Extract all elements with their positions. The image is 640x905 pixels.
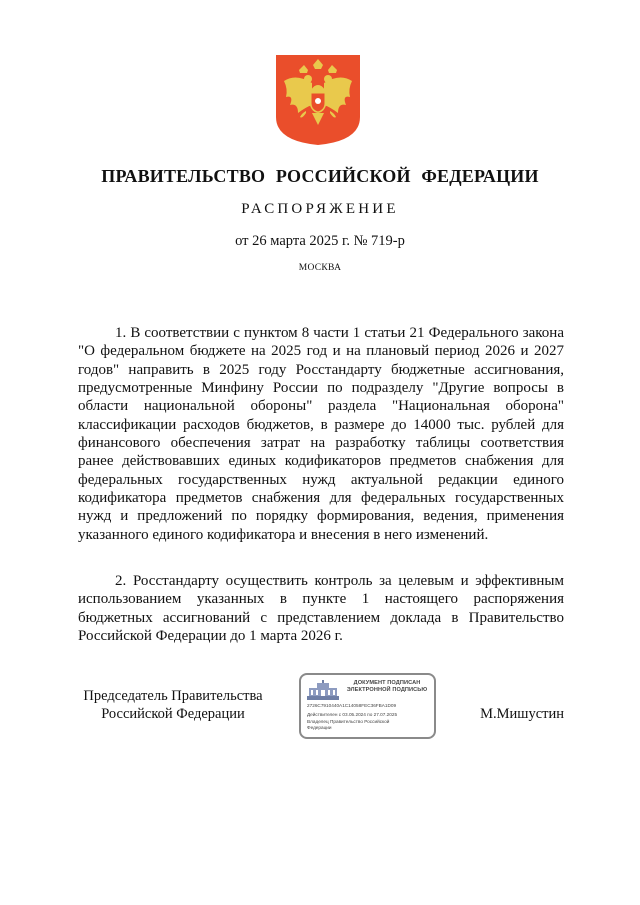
paragraph-1-text: 1. В соответствии с пунктом 8 части 1 статьи 21 Федерального закона "О федеральном бюджете на 2025 год и на плановый период 2026 и 2027 годов" направить в 2025 году Росстандарту бюджетные ассигнования, предусмотренные Минфину России по подразделу "Другие вопросы в области национальной обороны" раздела "Национальная оборона" классификации расходов бюджетов, в размере до 14000 тыс. рублей для финансового обеспечения затрат на разработку таблицы соответствия ранее действовавших единых кодификаторов предметов снабжения для федеральных государственных нужд актуальной редакции единого кодификатора предметов снабжения для федеральных государственных нужд и предложений по порядку формирования, ведения, применения указанного единого кодификатора и внесения в него изменений. (78, 325, 564, 543)
stamp-title-line1: ДОКУМЕНТ ПОДПИСАН (353, 680, 421, 686)
paragraph-2 (78, 572, 564, 645)
document-type: РАСПОРЯЖЕНИЕ (241, 201, 399, 217)
paragraph-2-text: 2. Росстандарту осуществить контроль за целевым и эффективным использованием указанных в пункте 1 настоящего распоряжения бюджетных ассигнований с представлением доклада в Правительство Российской Федерации до 1 марта 2026 г. (78, 573, 564, 645)
stamp-title-line2: ЭЛЕКТРОННОЙ ПОДПИСЬЮ (346, 687, 428, 693)
signatory-name: М.Мишустин (480, 706, 564, 722)
document-city: МОСКВА (298, 263, 342, 273)
electronic-signature-stamp (299, 673, 436, 739)
stamp-owner-line2: Федерации (307, 725, 332, 730)
signatory-position (78, 687, 268, 724)
paragraph-1 (78, 324, 564, 544)
coat-of-arms-emblem (276, 55, 360, 145)
stamp-certificate: 2726C7910440A1C14058FEC36FBA1D09 (307, 703, 397, 708)
government-building-icon (307, 680, 339, 700)
stamp-title (341, 680, 433, 694)
stamp-owner-line1: Владелец Правительство Российской (307, 719, 390, 724)
stamp-validity: Действителен с 03.05.2024 по 27.07.2025 (307, 712, 398, 717)
signatory-position-line1: Председатель Правительства (83, 688, 263, 704)
signatory-position-line2: Российской Федерации (101, 706, 245, 723)
government-title: ПРАВИТЕЛЬСТВО РОССИЙСКОЙ ФЕДЕРАЦИИ (101, 166, 539, 186)
document-date-number: от 26 марта 2025 г. № 719-р (235, 233, 405, 249)
